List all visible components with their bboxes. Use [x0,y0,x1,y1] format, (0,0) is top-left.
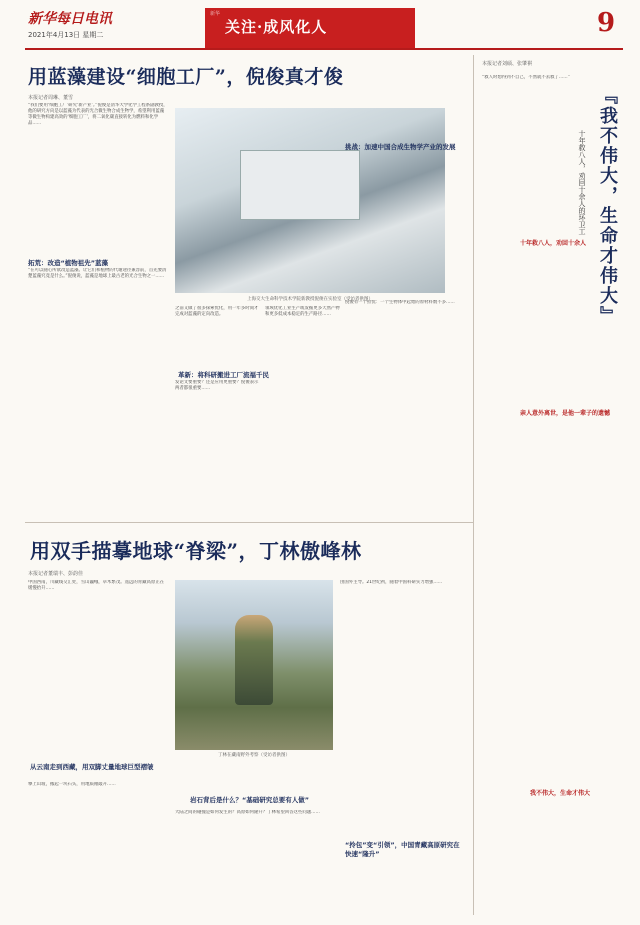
side-byline: 本报记者刘硕、张肇祺 [482,61,533,67]
article1-body5: 领域优化工业生产或发掘更多天然产物和更多低成本稳定的生产路径…… [265,306,340,317]
article1-body6: 倪俊有一个担忧：一个生物体中起始的原材料数不多…… [345,300,455,305]
article2-subhead1: 从云南走到西藏，用双脚丈量地球巨型褶皱 [30,763,154,771]
side-body: “救人时想得到不自己，不然就不去救了……” [482,75,570,80]
side-red-subhead2: 我不伟大，生命才伟大 [530,790,591,797]
article1-body4: 发论文要重要？还是应用更重要？倪俊表示两者都很重要…… [175,380,259,391]
photo1-caption: 上海交大生命科学技术学院新教授倪俊在实验室（受访者供图） [247,297,373,302]
masthead [0,0,640,50]
article2-body4: 由国外主导。21世纪初，随着中国科研实力增强…… [340,580,443,585]
article2-subhead2: 岩石背后是什么？“基础研究总要有人做” [190,796,310,804]
article1-subhead1: 拓荒：改造“植物祖先”蓝藻 [28,259,109,267]
article2-body2: 攀上山坡，搬起一块石头，用地质锤敲开…… [28,782,116,787]
article2-body1: 中国西南，川藏线交汇处，雪山巍峨，草木繁茂。遥远的青藏高原正在缓慢抬升…… [28,580,165,591]
header-rule [25,48,623,50]
article2-headline: 用双手描摹地球“脊梁”，丁林傲峰林 [30,539,362,563]
article1-byline: 本报记者周琳、董雪 [28,95,74,101]
issue-date: 2021年4月13日 星期二 [28,31,104,39]
article2-byline: 本报记者董瑞丰、彭韵佳 [28,571,84,577]
article1-subhead2: 革新：将科研搬进工厂流福千民 [178,371,269,379]
article1-subhead3: 挑战：加速中国合成生物学产业的发展 [345,143,456,151]
section-divider [25,522,473,523]
article2-body3: 大陆之间的碰撞是如何发生的？高原如何隆升？丁林希望回答这些问题…… [175,810,320,815]
page-number: 9 [596,8,616,38]
side-red-subhead1: 亲人意外离世，是他一辈子的遗憾 [520,410,611,417]
side-headline: 『我不伟大，生命才伟大』 [597,86,618,326]
article1-body1: “我们要用‘细胞工厂’研究‘新产业’。”倪俊是清华大学化学工程系副教授，他的研究方向是以蓝藻为代表的光合微生物合成生物学，希望利用蓝藻等微生物构建高效的‘细胞工厂’，将二氧化碳直接转化为燃料和化学品…… [28,103,168,126]
article1-body3: 之前又做了很多探索优化，用一年多时间才完成对蓝藻的定向改造。 [175,306,259,317]
side-red-title: 十年救八人，劝回十余人 [520,240,587,247]
side-subheadline: 十年救八人，劝回十余人的环卫工 [578,130,586,235]
article2-subhead3: “拎包”变“引领”，中国青藏高原研究在快速“隆升” [345,841,460,858]
column-divider [473,55,474,915]
geologist-figure [235,615,273,705]
banner-label: 新华 [210,11,221,17]
article1-headline: 用蓝藻建设“细胞工厂”，倪俊真才俊 [28,66,344,88]
lab-machine [240,150,360,220]
photo2-caption: 丁林在藏南野外考察（受访者供图） [218,753,290,758]
brand-logo: 新华每日电讯 [28,11,112,27]
article1-body2: “在可以随心所欲改造蓝藻、让它们和植物的代谢途径兼容前，首先要清楚蓝藻究竟是什么。”倪俊说，蓝藻是地球上最古老的光合生物之一…… [28,268,167,279]
section-title: 关注·成风化人 [225,18,328,36]
